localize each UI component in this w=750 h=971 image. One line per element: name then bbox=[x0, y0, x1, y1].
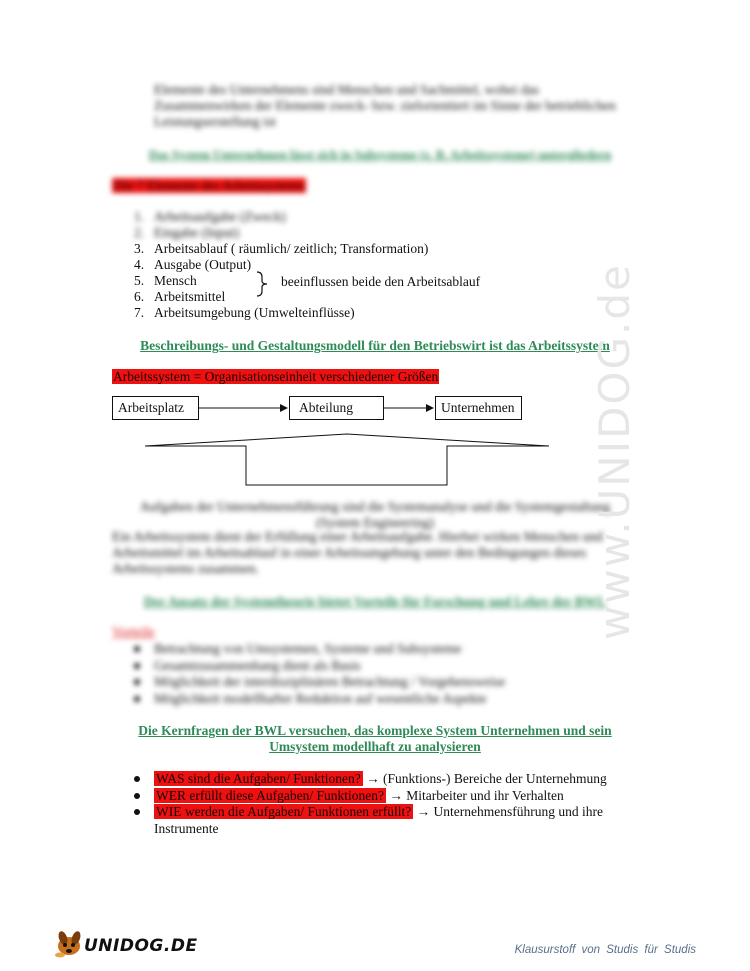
list-item: 3. Arbeitsablauf ( räumlich/ zeitlich; Transformation) bbox=[134, 241, 429, 256]
question-was: WAS sind die Aufgaben/ Funktionen? bbox=[156, 771, 361, 786]
list-item: 4. Ausgabe (Output) bbox=[134, 257, 252, 272]
list-item bbox=[132, 771, 652, 788]
logo-text: UNIDOG.DE bbox=[84, 936, 198, 956]
question-wie: WIE werden die Aufgaben/ Funktionen erfüllt? bbox=[156, 804, 412, 819]
label-arbeitssystem: Arbeitssystem = Organisationseinheit verschiedener Größen bbox=[113, 369, 439, 384]
list-item: 5. Mensch bbox=[134, 273, 197, 288]
list-item: Betrachtung von Umsystemen, Systeme und Subsysteme bbox=[132, 641, 592, 658]
label-elements: Die 7 Elemente des Arbeitssystems bbox=[114, 178, 305, 193]
paragraph-tasks-center: Aufgaben der Unternehmensführung sind die Systemanalyse und die Systemgestaltung (System Engineering) bbox=[139, 499, 611, 530]
kernfragen-list bbox=[132, 771, 652, 821]
list-item: Möglichkeit modellhafter Reduktion auf wesentliche Aspekte bbox=[132, 691, 592, 708]
list-item: 7. Arbeitsumgebung (Umwelteinflüsse) bbox=[134, 305, 355, 320]
list-item bbox=[132, 788, 652, 805]
footer-tagline: Klausurstoff von Studis für Studis bbox=[514, 944, 696, 956]
diagram-box-arbeitsplatz: Arbeitsplatz bbox=[112, 396, 199, 420]
heading-model: Beschreibungs- und Gestaltungsmodell für den Betriebswirt ist das Arbeitssystem bbox=[140, 338, 610, 353]
list-item bbox=[132, 804, 652, 821]
label-vorteile: Vorteile bbox=[112, 624, 155, 639]
kernfragen-continuation: Instrumente bbox=[154, 821, 219, 836]
question-wer: WER erfüllt diese Aufgaben/ Funktionen? bbox=[156, 787, 384, 803]
vorteile-list bbox=[132, 641, 592, 707]
diagram-box-abteilung: Abteilung bbox=[289, 396, 384, 420]
paragraph-tasks-body: Ein Arbeitssystem dient der Erfüllung einer Arbeitsaufgabe. Hierbei wirken Menschen und Arbeitsmittel im Arbeitsablauf in einer Arbeitsumgebung unter den Bedingungen dieses Arbeitssystems zusammen. bbox=[112, 529, 603, 576]
list-item: 2. Eingabe (Input) bbox=[134, 225, 240, 240]
diagram-box-unternehmen: Unternehmen bbox=[435, 396, 522, 420]
funnel-shape bbox=[145, 434, 549, 485]
heading-systemtheory: Der Ansatz der Systemtheorie bietet Vorteile für Forschung und Lehre der BWL bbox=[143, 594, 607, 609]
list-item: Gesamtzusammenhang dient als Basis bbox=[132, 658, 592, 675]
heading-kernfragen-line2: Umsystem modellhaft zu analysieren bbox=[269, 739, 481, 754]
heading-kernfragen-line1: Die Kernfragen der BWL versuchen, das komplexe System Unternehmen und sein bbox=[138, 723, 612, 738]
intro-paragraph: Elemente des Unternehmens sind Menschen und Sachmittel, wobei das Zusammenwirken der Elemente zweck- bzw. zielorientiert im Sinne der betrieblichen Leistungserstellung ist bbox=[154, 82, 616, 129]
brace-note: beeinflussen beide den Arbeitsablauf bbox=[281, 274, 481, 289]
dog-mascot-icon bbox=[52, 928, 84, 958]
answer-was: → (Funktions-) Bereiche der Unternehmung bbox=[366, 771, 607, 786]
answer-wer: → Mitarbeiter und ihr Verhalten bbox=[389, 787, 564, 803]
list-item: Möglichkeit der interdisziplinären Betrachtung / Vorgehensweise bbox=[132, 674, 592, 691]
heading-subsystems: Das System Unternehmen lässt sich in Subsysteme (z. B. Arbeitssysteme) untergliedern bbox=[148, 148, 612, 162]
list-item: 1. Arbeitsaufgabe (Zweck) bbox=[134, 209, 286, 224]
list-item: 6. Arbeitsmittel bbox=[134, 289, 226, 304]
answer-wie: → Unternehmensführung und ihre bbox=[416, 804, 604, 819]
watermark: www.UNIDOG.de bbox=[590, 263, 639, 640]
